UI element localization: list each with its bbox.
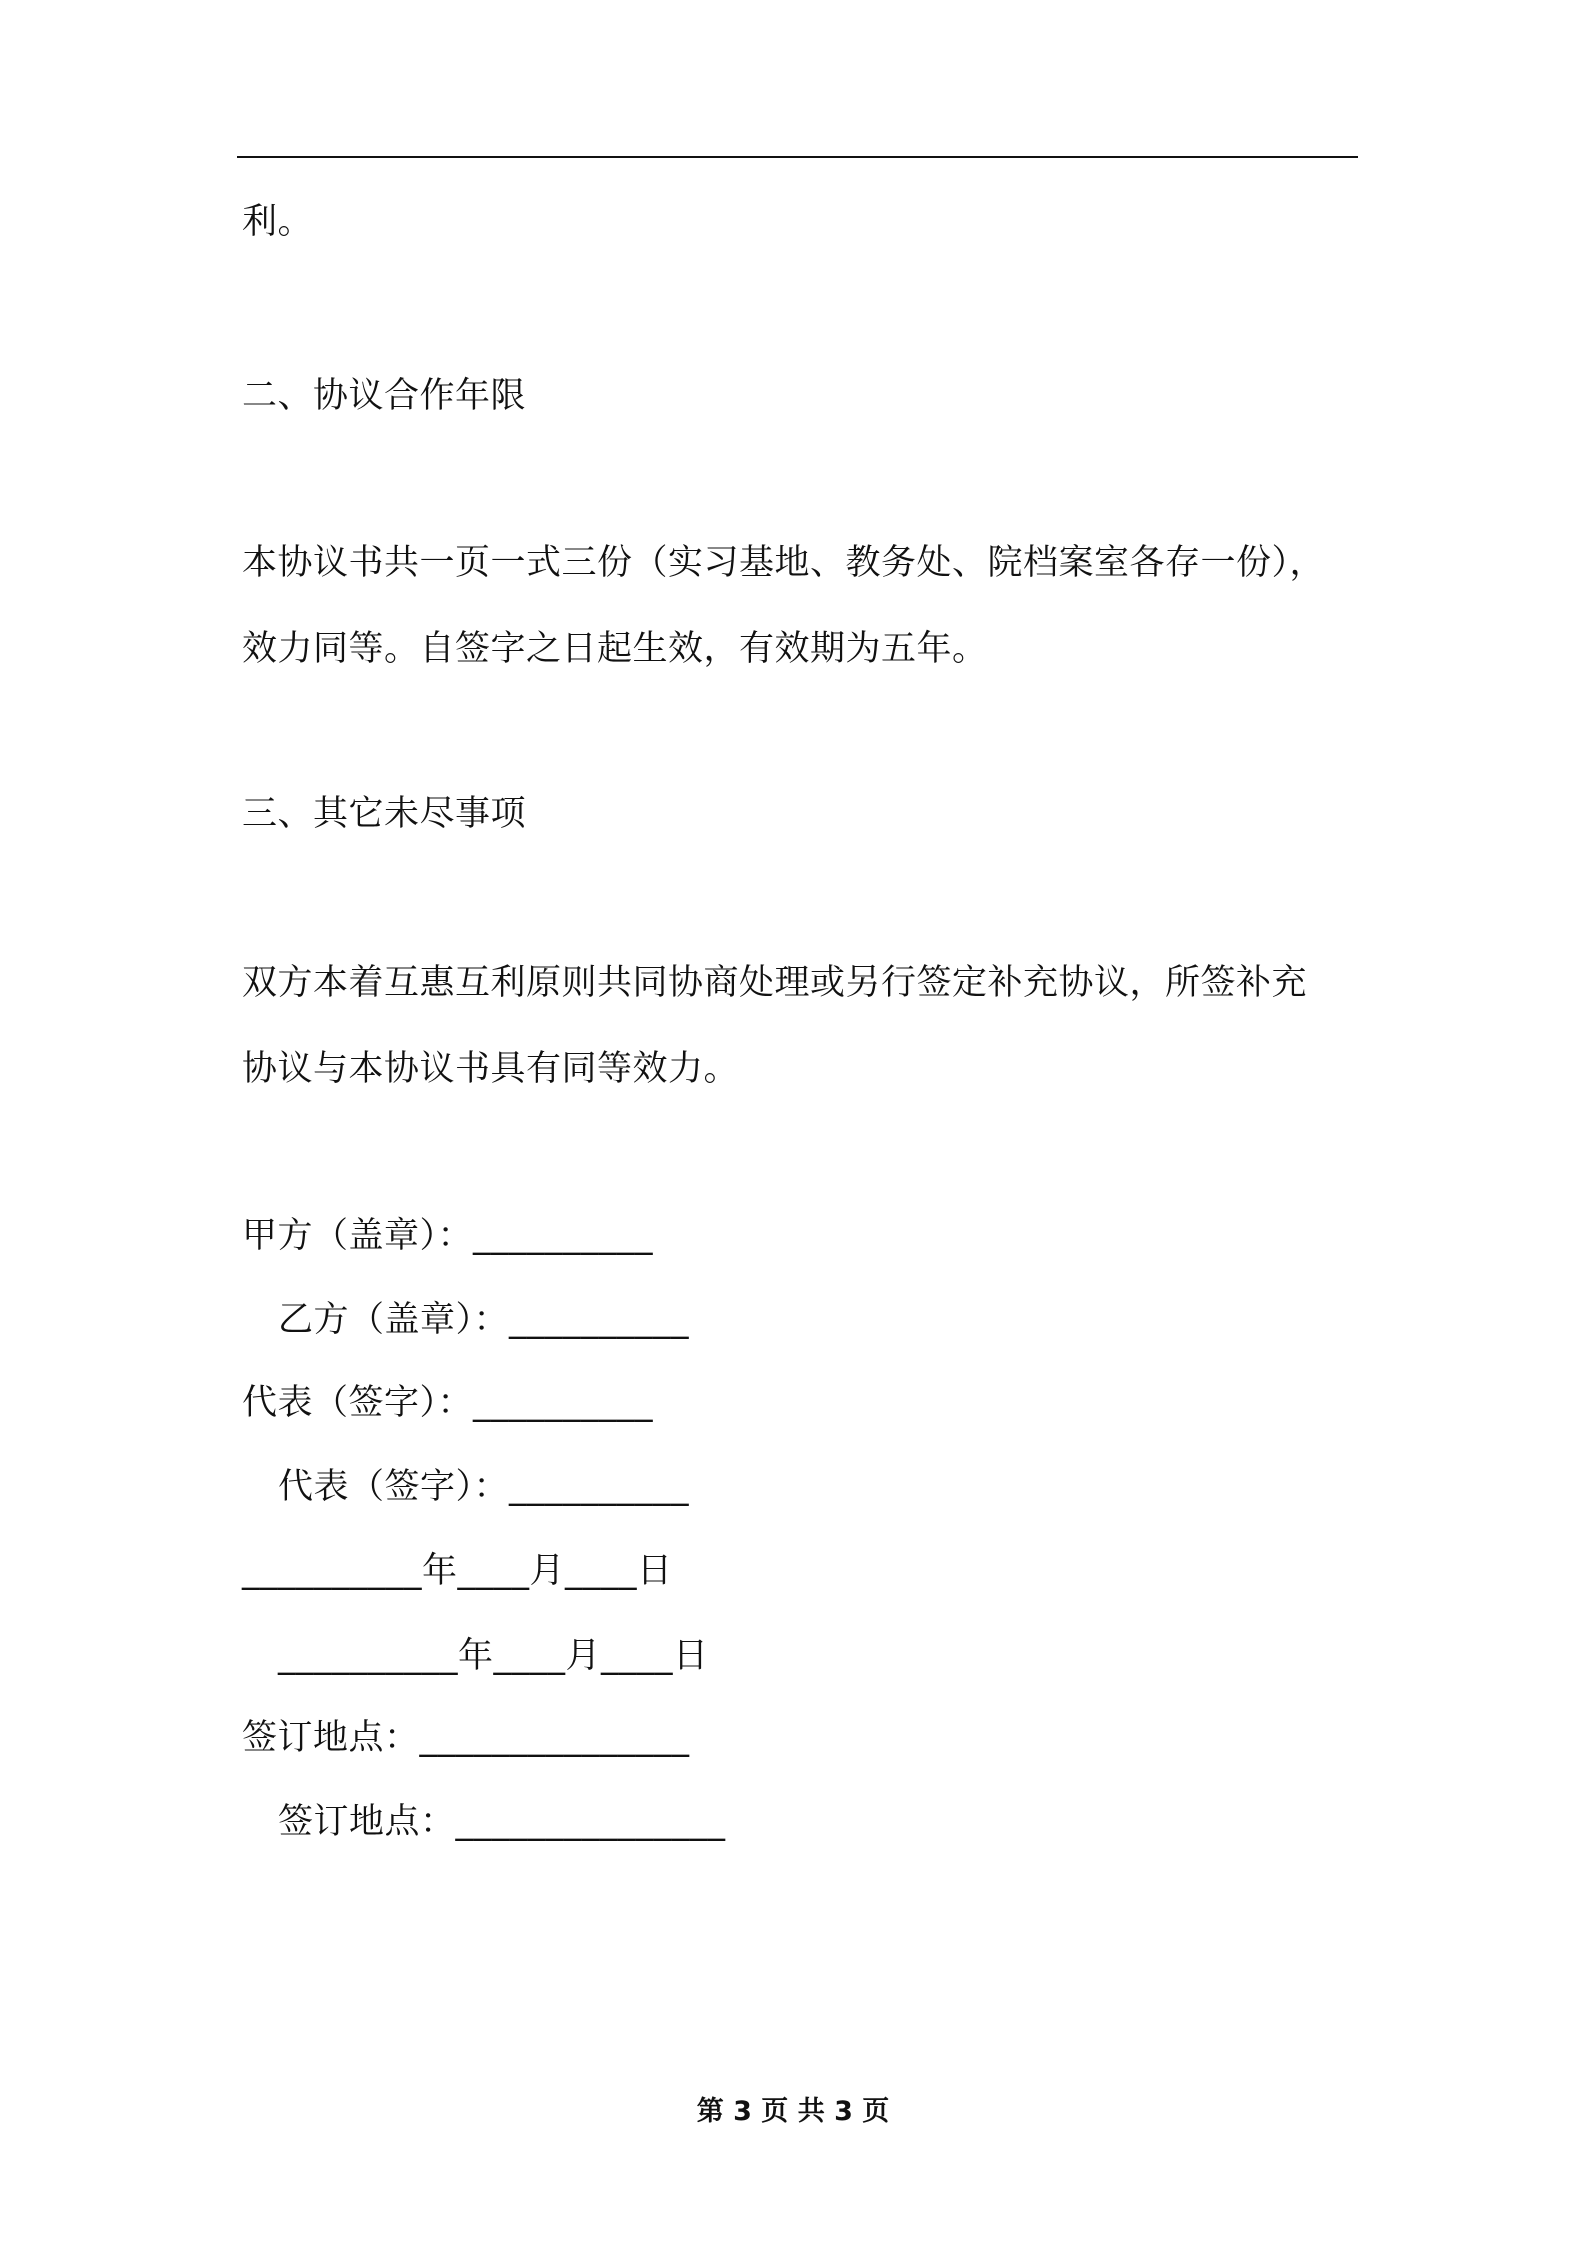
signing-place-field-b: 签订地点：_______________ [278, 1802, 726, 1842]
date-field-b: __________年____月____日 [278, 1636, 709, 1676]
date-field-a: __________年____月____日 [242, 1551, 673, 1591]
other-matters-paragraph-line-1: 双方本着互惠互利原则共同协商处理或另行签定补充协议，所签补充 [242, 963, 1308, 1003]
section-heading-other-matters: 三、其它未尽事项 [242, 794, 527, 834]
carryover-text: 利。 [242, 202, 314, 242]
section-heading-term: 二、协议合作年限 [242, 376, 527, 416]
representative-b-signature-field: 代表（签字）：__________ [278, 1467, 690, 1507]
other-matters-paragraph-line-2: 协议与本协议书具有同等效力。 [242, 1049, 740, 1089]
party-a-seal-field: 甲方（盖章）：__________ [242, 1216, 654, 1256]
representative-a-signature-field: 代表（签字）：__________ [242, 1383, 654, 1423]
party-b-seal-field: 乙方（盖章）：__________ [278, 1300, 690, 1340]
header-rule [237, 156, 1358, 158]
signing-place-field-a: 签订地点：_______________ [242, 1718, 690, 1758]
term-paragraph-line-2: 效力同等。自签字之日起生效，有效期为五年。 [242, 629, 988, 669]
term-paragraph-line-1: 本协议书共一页一式三份（实习基地、教务处、院档案室各存一份）， [242, 543, 1326, 583]
page-number-footer: 第 3 页 共 3 页 [696, 2096, 890, 2127]
